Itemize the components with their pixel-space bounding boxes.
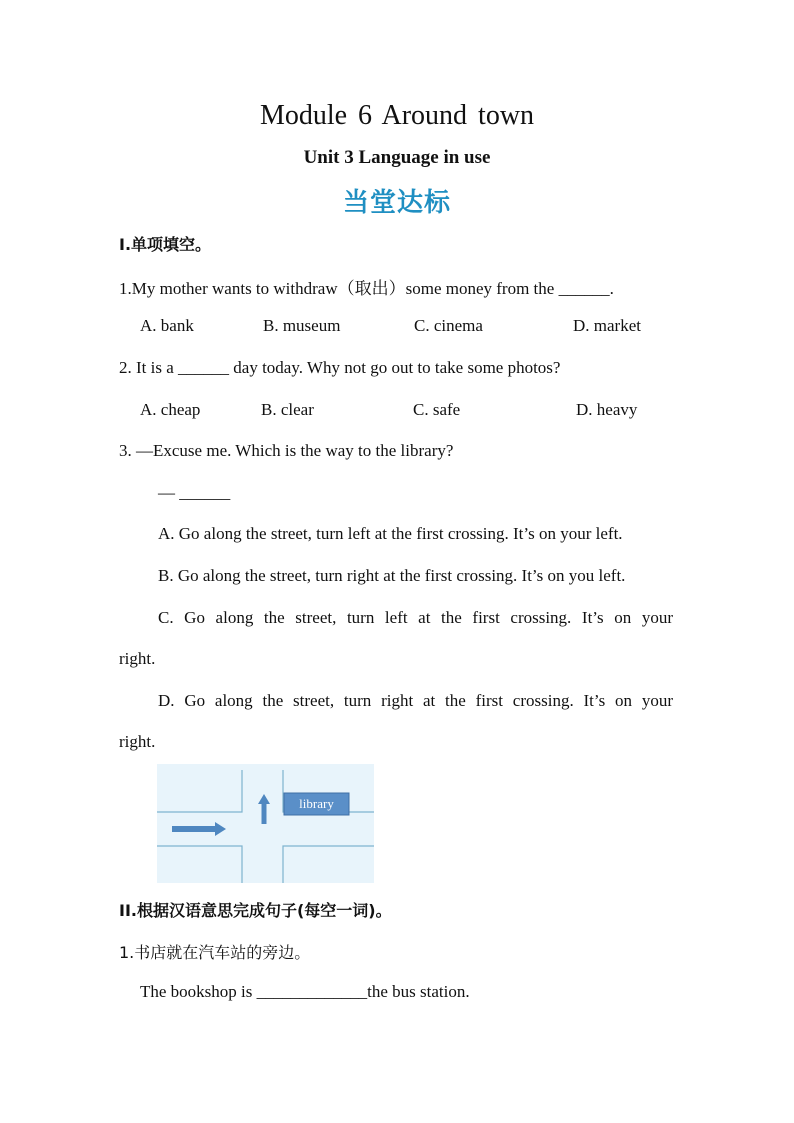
question-3-option-c-continued: right. xyxy=(119,649,156,668)
question-2-option-a: A. cheap xyxy=(140,400,201,419)
question-3-stem: 3. —Excuse me. Which is the way to the library? xyxy=(119,441,454,460)
question-3-option-d-continued: right. xyxy=(119,732,156,751)
section-2-question-1-stem: 1.书店就在汽车站的旁边。 xyxy=(119,943,311,962)
section-2-heading: II.根据汉语意思完成句子(每空一词)。 xyxy=(119,901,392,920)
question-2-option-b: B. clear xyxy=(261,400,314,419)
question-1-option-d: D. market xyxy=(573,316,641,335)
question-2-stem: 2. It is a ______ day today. Why not go out to take some photos? xyxy=(119,358,561,377)
question-3-option-d: D. Go along the street, turn right at the first crossing. It’s on your xyxy=(158,691,673,710)
question-3-reply-blank: — ______ xyxy=(158,483,231,502)
street-map-diagram xyxy=(157,764,374,883)
library-label: library xyxy=(299,796,334,811)
unit-subtitle: Unit 3 Language in use xyxy=(303,147,491,168)
section-banner: 当堂达标 xyxy=(342,188,451,218)
page-title: Module 6 Around town xyxy=(259,100,535,131)
question-1-stem: 1.My mother wants to withdraw（取出）some money from the ______. xyxy=(119,279,614,298)
question-1-option-b: B. museum xyxy=(263,316,341,335)
question-2-option-d: D. heavy xyxy=(576,400,638,419)
question-3-option-a: A. Go along the street, turn left at the first crossing. It’s on your left. xyxy=(158,524,623,543)
question-1-option-c: C. cinema xyxy=(414,316,483,335)
question-2-option-c: C. safe xyxy=(413,400,461,419)
question-3-option-b: B. Go along the street, turn right at the first crossing. It’s on you left. xyxy=(158,566,626,585)
section-1-heading: I.单项填空。 xyxy=(119,235,212,254)
street-map-svg xyxy=(157,764,374,883)
question-1-option-a: A. bank xyxy=(140,316,194,335)
question-3-option-c: C. Go along the street, turn left at the first crossing. It’s on your xyxy=(158,608,673,627)
section-2-question-1-answer: The bookshop is _____________the bus station. xyxy=(140,982,470,1001)
